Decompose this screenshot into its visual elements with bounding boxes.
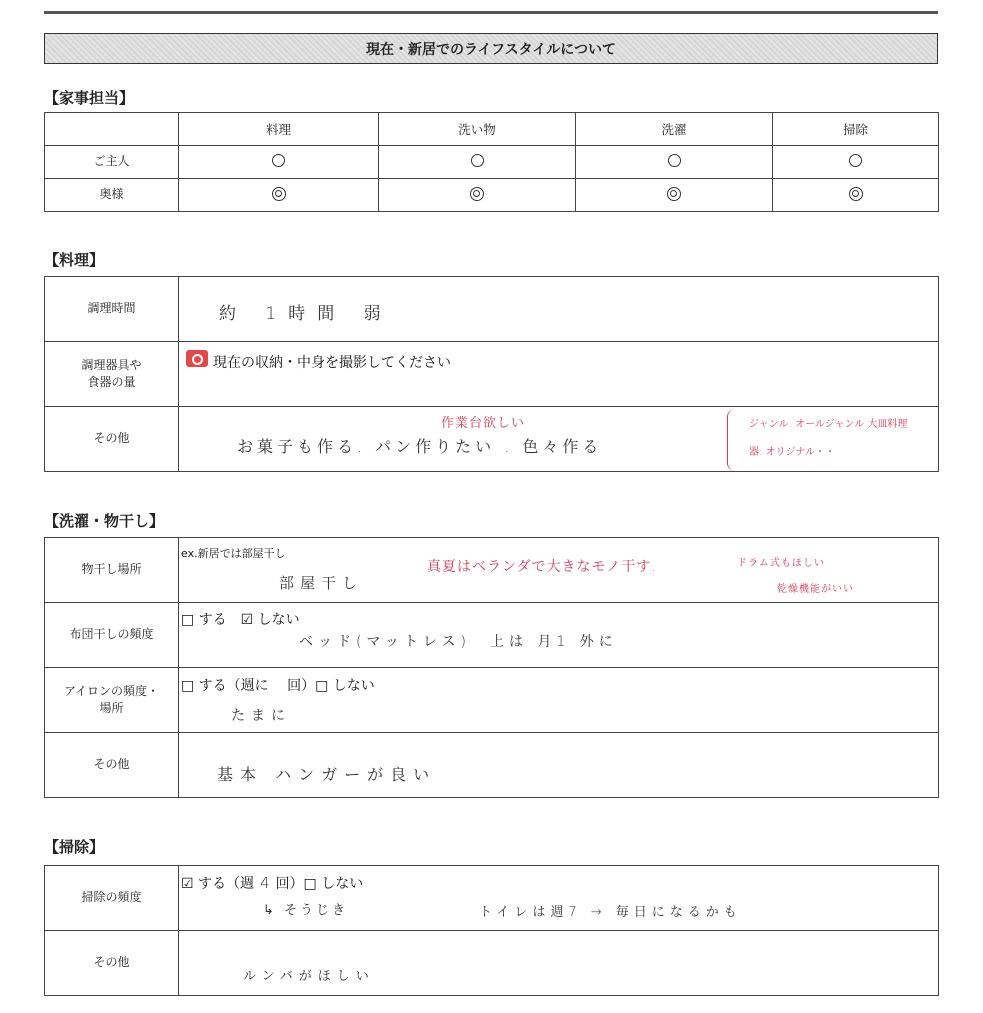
drying-place-cell <box>179 538 939 603</box>
red-brace-mark <box>727 409 737 471</box>
iron-label-line: 場所 <box>99 701 124 715</box>
futon-options[interactable]: □ する ☑ しない <box>181 612 300 628</box>
cooking-other-red-note: 作業台欲しい <box>441 416 526 431</box>
laundry-other-value: 基本 ハンガーが良い <box>217 765 437 784</box>
double-circle-mark-icon <box>470 187 484 201</box>
cooking-time-value: 約 1時間 弱 <box>219 304 393 324</box>
mark-cell <box>379 179 576 212</box>
double-circle-mark-icon <box>849 187 863 201</box>
mark-cell <box>773 179 939 212</box>
table-row <box>45 538 939 603</box>
table-row <box>45 179 939 212</box>
section-title-laundry: 【洗濯・物干し】 <box>44 512 165 530</box>
mark-cell <box>576 146 773 179</box>
table-row <box>45 931 939 996</box>
column-header: 洗い物 <box>379 113 576 146</box>
futon-frequency-cell <box>179 603 939 668</box>
cooking-other-cell <box>179 407 939 472</box>
table-row <box>45 277 939 342</box>
drying-place-red-note: 真夏はベランダで大きなモノ干す. <box>427 559 657 575</box>
cooking-side-note: ジャンル: オールジャンル 大皿料理 <box>749 419 908 430</box>
utensils-cell <box>179 342 939 407</box>
iron-value: たまに <box>231 708 291 724</box>
utensils-label <box>45 342 179 407</box>
cleaning-table <box>44 865 939 996</box>
cooking-time-label: 調理時間 <box>45 277 179 342</box>
mark-cell <box>576 179 773 212</box>
camera-icon <box>186 350 208 367</box>
cleaning-options[interactable] <box>181 873 363 893</box>
cooking-other-label: その他 <box>45 407 179 472</box>
circle-mark-icon <box>668 154 681 167</box>
cleaning-other-cell <box>179 931 939 996</box>
iron-options[interactable]: □ する（週に 回）□ しない <box>181 678 375 694</box>
table-header-row <box>45 113 939 146</box>
double-circle-mark-icon <box>667 187 681 201</box>
cooking-other-value: お菓子も作る. パン作りたい . 色々作る <box>237 437 603 456</box>
row-label-wife: 奥様 <box>45 179 179 212</box>
mark-cell <box>773 146 939 179</box>
mark-cell <box>179 179 379 212</box>
drying-place-label: 物干し場所 <box>45 538 179 603</box>
table-row <box>45 733 939 798</box>
cleaning-value-toilet: トイレは週7 → 毎日になるかも <box>479 905 742 920</box>
laundry-other-label: その他 <box>45 733 179 798</box>
section-title-cooking: 【料理】 <box>44 251 105 269</box>
cleaning-frequency-label: 掃除の頻度 <box>45 866 179 931</box>
cleaning-value-vacuum: ↳ そうじき <box>263 903 349 918</box>
cleaning-other-label: その他 <box>45 931 179 996</box>
double-circle-mark-icon <box>272 187 286 201</box>
circle-mark-icon <box>471 154 484 167</box>
cleaning-frequency-cell <box>179 866 939 931</box>
row-label-husband: ご主人 <box>45 146 179 179</box>
table-row <box>45 668 939 733</box>
table-corner-cell <box>45 113 179 146</box>
cooking-time-cell <box>179 277 939 342</box>
housework-table <box>44 112 939 212</box>
drying-side-note: 乾燥機能がいい <box>777 584 854 595</box>
cleaning-frequency-number: 4 <box>260 874 270 892</box>
table-row <box>45 146 939 179</box>
drying-place-example: ex.新居では部屋干し <box>181 547 286 560</box>
cleaning-options-end: 回）□ しない <box>275 876 364 892</box>
top-rule <box>44 11 938 14</box>
table-row <box>45 866 939 931</box>
cooking-table <box>44 276 939 472</box>
table-row <box>45 603 939 668</box>
page-title: 現在・新居でのライフスタイルについて <box>44 33 938 64</box>
utensils-prompt: 現在の収納・中身を撮影してください <box>213 355 451 371</box>
circle-mark-icon <box>849 154 862 167</box>
cleaning-other-value: ルンバがほしい <box>243 969 375 984</box>
cleaning-options-start: ☑ する（週 <box>181 876 255 892</box>
section-title-cleaning: 【掃除】 <box>44 838 105 856</box>
futon-value: ベッド(マットレス) 上は 月1 外に <box>299 634 618 650</box>
mark-cell <box>379 146 576 179</box>
drying-side-note: ドラム式もほしい <box>737 558 825 569</box>
utensils-label-line: 調理器具や <box>81 357 142 372</box>
mark-cell <box>179 146 379 179</box>
column-header: 洗濯 <box>576 113 773 146</box>
iron-label-line: アイロンの頻度・ <box>64 683 159 698</box>
cooking-side-note: 器: オリジナル・・ <box>749 447 836 458</box>
column-header: 料理 <box>179 113 379 146</box>
iron-label <box>45 668 179 733</box>
circle-mark-icon <box>272 154 285 167</box>
column-header: 掃除 <box>773 113 939 146</box>
table-row <box>45 342 939 407</box>
section-title-housework: 【家事担当】 <box>44 89 135 107</box>
drying-place-value: 部屋干し <box>279 574 364 592</box>
table-row <box>45 407 939 472</box>
iron-cell <box>179 668 939 733</box>
utensils-label-line: 食器の量 <box>87 375 136 389</box>
laundry-other-cell <box>179 733 939 798</box>
futon-frequency-label: 布団干しの頻度 <box>45 603 179 668</box>
laundry-table <box>44 537 939 798</box>
